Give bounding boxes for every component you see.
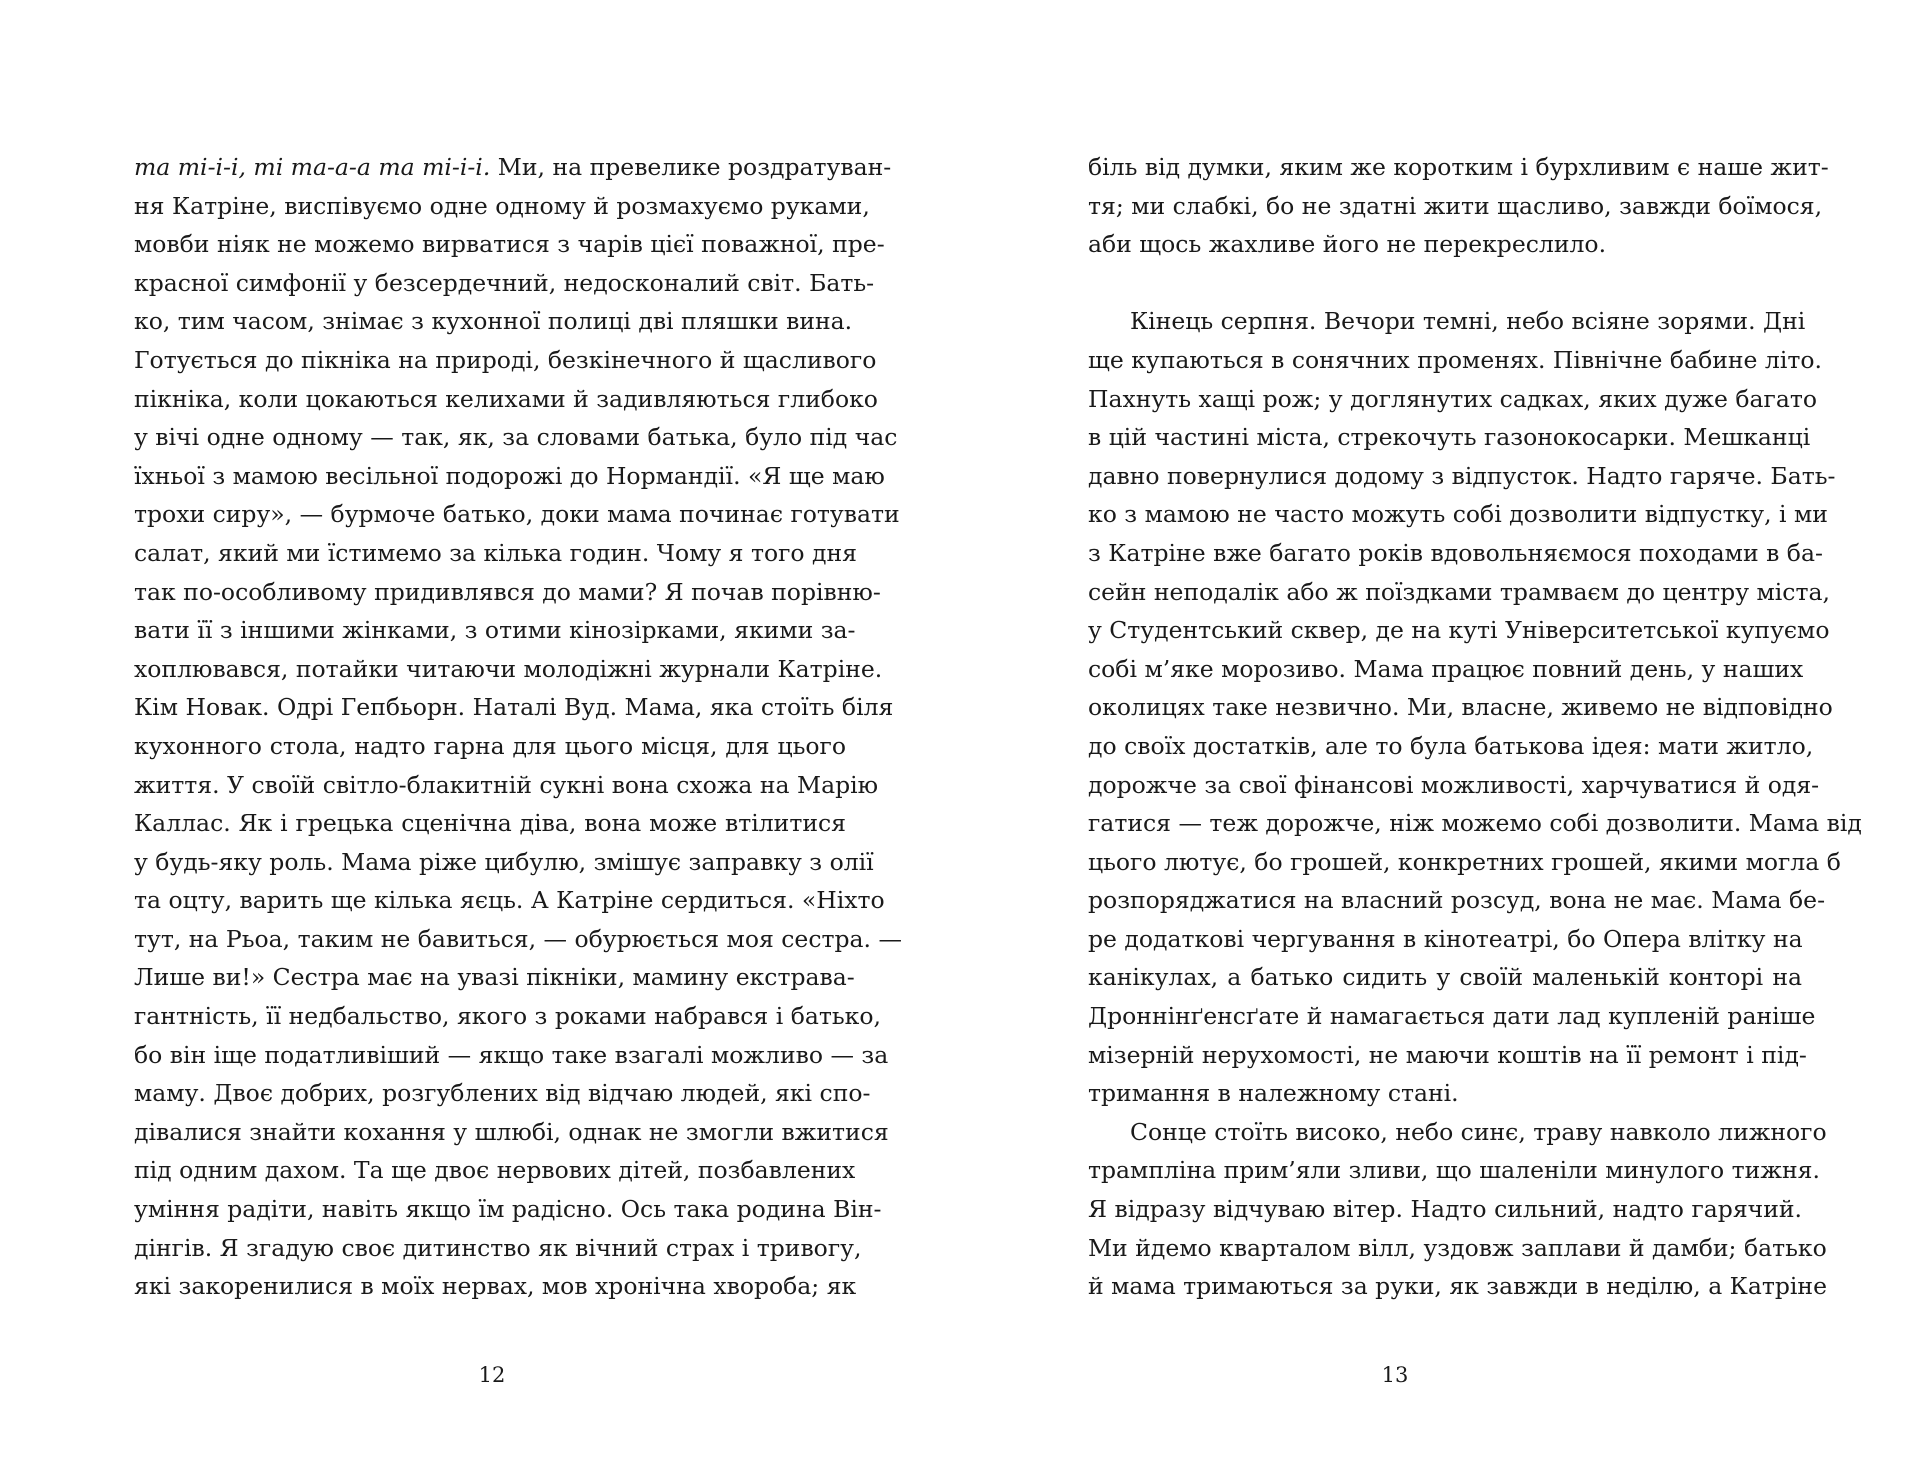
text-line: ре додаткові чергування в кінотеатрі, бо Опера влітку на xyxy=(1088,924,1803,953)
text-line: околицях таке незвично. Ми, власне, живемо не відповідно xyxy=(1088,693,1833,722)
text-line: гатися — теж дорожче, ніж можемо собі дозволити. Мама від xyxy=(1088,809,1862,838)
text-line: біль від думки, яким же коротким і бурхливим є наше жит- xyxy=(1088,153,1829,181)
text-line: розпоряджатися на власний розсуд, вона не має. Мама бе- xyxy=(1088,886,1826,915)
text-line: ко з мамою не часто можуть собі дозволити відпустку, і ми xyxy=(1088,500,1828,529)
text-line: трохи сиру», — бурмоче батько, доки мама починає готувати xyxy=(134,500,900,529)
text-line: Пахнуть хащі рож; у доглянутих садках, яких дуже багато xyxy=(1088,384,1818,413)
text-line: у Студентський сквер, де на куті Університетської купуємо xyxy=(1088,616,1830,645)
text-line: Дроннінґенсґате й намагається дати лад купленій раніше xyxy=(1088,1002,1816,1031)
text-line: пікніка, коли цокаються келихами й задивляються глибоко xyxy=(134,384,878,413)
text-line: Готується до пікніка на природі, безкінечного й щасливого xyxy=(134,345,877,374)
text-line: Каллас. Як і грецька сценічна діва, вона може втілитися xyxy=(134,809,846,838)
text-line: Сонце стоїть високо, небо синє, траву навколо лижного xyxy=(1130,1117,1827,1146)
text-line: у вічі одне одному — так, як, за словами батька, було під час xyxy=(134,423,898,452)
text-line: дівалися знайти кохання у шлюбі, однак не змогли вжитися xyxy=(134,1117,889,1146)
text-line: життя. У своїй світло-блакитній сукні вона схожа на Марію xyxy=(134,770,879,799)
text-line: з Катріне вже багато років вдовольняємося походами в ба- xyxy=(1088,538,1823,567)
text-line: вати її з іншими жінками, з отими кінозірками, якими за- xyxy=(134,616,856,645)
text-line: собі м’яке морозиво. Мама працює повний день, у наших xyxy=(1088,654,1804,683)
text-line: мовби ніяк не можемо вирватися з чарів цієї поважної, пре- xyxy=(134,230,885,259)
text-line: хоплювався, потайки читаючи молодіжні журнали Катріне. xyxy=(134,654,883,683)
text-line: сейн неподалік або ж поїздками трамваєм до центру міста, xyxy=(1088,577,1830,606)
text-line: так по-особливому придивлявся до мами? Я почав порівню- xyxy=(134,577,881,606)
text-line: тут, на Рьоа, таким не бавиться, — обурюється моя сестра. — xyxy=(134,924,902,953)
text-line: аби щось жахливе його не перекреслило. xyxy=(1088,230,1607,259)
text-line: Лише ви!» Сестра має на увазі пікніки, мамину екстрава- xyxy=(134,963,855,992)
text-line: Ми йдемо кварталом вілл, уздовж заплави й дамби; батько xyxy=(1088,1233,1827,1262)
text-line: тя; ми слабкі, бо не здатні жити щасливо, завжди боїмося, xyxy=(1088,191,1823,220)
paragraph-gap xyxy=(1088,264,1802,303)
right-page xyxy=(960,0,1920,1477)
text-line: ко, тим часом, знімає з кухонної полиці дві пляшки вина. xyxy=(134,307,853,336)
text-line: у будь-яку роль. Мама ріже цибулю, змішує заправку з олії xyxy=(134,847,874,876)
text-line: Кінець серпня. Вечори темні, небо всіяне зорями. Дні xyxy=(1130,307,1806,336)
text-line: тримання в належному стані. xyxy=(1088,1079,1459,1108)
text-line: маму. Двоє добрих, розгублених від відчаю людей, які спо- xyxy=(134,1079,871,1108)
page-number: 12 xyxy=(478,1363,506,1387)
text-line: трампліна прим’яли зливи, що шаленіли минулого тижня. xyxy=(1088,1156,1820,1185)
text-line: їхньої з мамою весільної подорожі до Нормандії. «Я ще маю xyxy=(134,461,885,490)
text-line: мізерній нерухомості, не маючи коштів на її ремонт і під- xyxy=(1088,1040,1807,1069)
right-text-block xyxy=(1088,148,1862,1306)
text-line: ня Катріне, виспівуємо одне одному й розмахуємо руками, xyxy=(134,191,870,220)
left-text-block xyxy=(134,148,902,1306)
text-line: давно повернулися додому з відпусток. Надто гаряче. Бать- xyxy=(1088,461,1836,490)
text-line: до своїх достатків, але то була батькова ідея: мати житло, xyxy=(1088,731,1814,760)
text-line: цього лютує, бо грошей, конкретних грошей, якими могла б xyxy=(1088,847,1841,876)
text-line: Кім Новак. Одрі Гепбьорн. Наталі Вуд. Мама, яка стоїть біля xyxy=(134,693,894,722)
text-line: бо він іще податливіший — якщо таке взагалі можливо — за xyxy=(134,1040,889,1069)
text-line: канікулах, а батько сидить у своїй маленькій конторі на xyxy=(1088,963,1802,992)
text-line: дорожче за свої фінансові можливості, харчуватися й одя- xyxy=(1088,770,1820,799)
text-line: які закоренилися в моїх нервах, мов хронічна хвороба; як xyxy=(134,1272,857,1301)
text-line: й мама тримаються за руки, як завжди в неділю, а Катріне xyxy=(1088,1272,1827,1301)
text-line: красної симфонії у безсердечний, недосконалий світ. Бать- xyxy=(134,268,875,297)
text-line: Я відразу відчуваю вітер. Надто сильний, надто гарячий. xyxy=(1088,1195,1802,1224)
text-line: уміння радіти, навіть якщо їм радісно. Ось така родина Він- xyxy=(134,1195,882,1224)
text-line: ще купаються в сонячних променях. Північне бабине літо. xyxy=(1088,345,1822,374)
text-line: під одним дахом. Та ще двоє нервових дітей, позбавлених xyxy=(134,1156,856,1185)
text-line xyxy=(134,148,892,187)
text-line: в цій частині міста, стрекочуть газонокосарки. Мешканці xyxy=(1088,423,1811,452)
text-line: дінгів. Я згадую своє дитинство як вічний страх і тривогу, xyxy=(134,1233,862,1262)
first-line-rest: Ми, на превелике роздратуван- xyxy=(490,153,892,181)
text-line: салат, який ми їстимемо за кілька годин. Чому я того дня xyxy=(134,538,858,567)
page-number: 13 xyxy=(1381,1363,1409,1387)
text-line: кухонного стола, надто гарна для цього місця, для цього xyxy=(134,731,846,760)
italic-opening: та ті-і-і, ті та-а-а та ті-і-і. xyxy=(134,153,491,181)
text-line: гантність, її недбальство, якого з роками набрався і батько, xyxy=(134,1002,881,1031)
text-line: та оцту, варить ще кілька яєць. А Катріне сердиться. «Ніхто xyxy=(134,886,885,915)
